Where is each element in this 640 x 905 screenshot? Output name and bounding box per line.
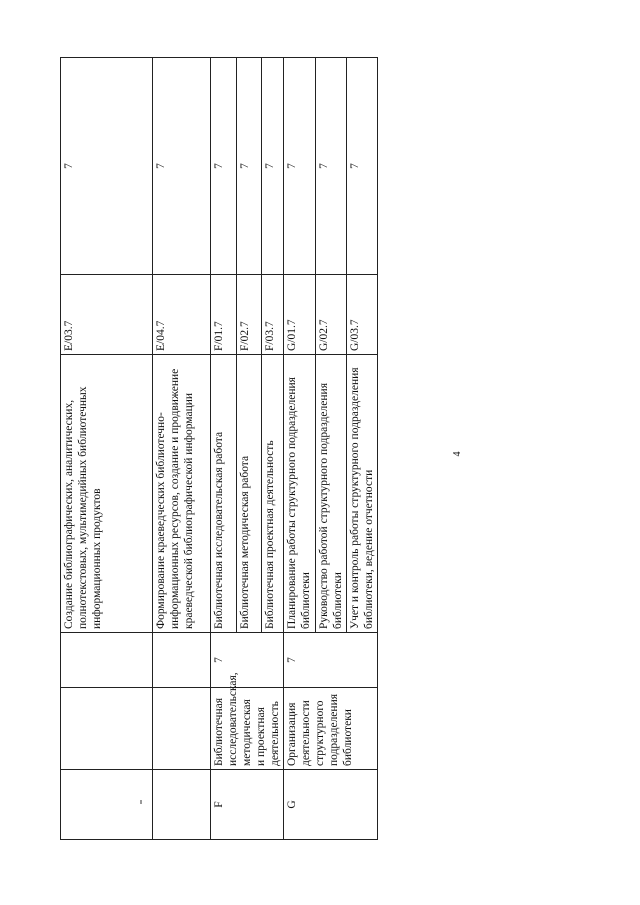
sublevel-cell: 7 xyxy=(61,58,153,275)
level-cell: 7 xyxy=(284,633,378,688)
code-cell: F/03.7 xyxy=(262,275,284,355)
function-cell: Библиотечная методическая работа xyxy=(236,355,262,633)
letter-cell: G xyxy=(284,770,378,840)
function-cell: Учет и контроль работы структурного подразделения библиотеки, ведение отчетности xyxy=(347,355,378,633)
level-cell: 7 xyxy=(211,633,284,688)
name-cell xyxy=(153,688,211,770)
code-cell: G/02.7 xyxy=(316,275,347,355)
code-cell: F/01.7 xyxy=(211,275,237,355)
table-row xyxy=(211,58,237,840)
function-cell: Планирование работы структурного подразделения библиотеки xyxy=(284,355,316,633)
function-cell: Библиотечная исследовательская работа xyxy=(211,355,237,633)
function-cell: Руководство работой структурного подразделения библиотеки xyxy=(316,355,347,633)
name-cell: Организация деятельности структурного подразделения библиотеки xyxy=(284,688,378,770)
name-cell: Библиотечная исследовательская, методическая и проектная деятельность xyxy=(211,688,284,770)
sublevel-cell: 7 xyxy=(284,58,316,275)
function-cell: Формирование краеведческих библиотечно-информационных ресурсов, создание и продвижение краеведческой библиографической информации xyxy=(153,355,211,633)
table-row xyxy=(284,58,316,840)
rotated-table-wrapper xyxy=(60,58,375,840)
table-row xyxy=(61,58,153,840)
code-cell: F/02.7 xyxy=(236,275,262,355)
sublevel-cell: 7 xyxy=(316,58,347,275)
code-cell: G/03.7 xyxy=(347,275,378,355)
scan-artifact xyxy=(140,800,142,804)
page-number: 4 xyxy=(452,451,463,457)
sublevel-cell: 7 xyxy=(236,58,262,275)
functions-table xyxy=(60,57,378,840)
function-cell: Библиотечная проектная деятельность xyxy=(262,355,284,633)
sublevel-cell: 7 xyxy=(211,58,237,275)
sublevel-cell: 7 xyxy=(262,58,284,275)
letter-cell xyxy=(61,770,153,840)
code-cell: E/03.7 xyxy=(61,275,153,355)
sublevel-cell: 7 xyxy=(347,58,378,275)
level-cell xyxy=(61,633,153,688)
sublevel-cell: 7 xyxy=(153,58,211,275)
name-cell xyxy=(61,688,153,770)
code-cell: E/04.7 xyxy=(153,275,211,355)
level-cell xyxy=(153,633,211,688)
function-cell: Создание библиографических, аналитических, полнотекстовых, мультимедийных библиотечных информационных продуктов xyxy=(61,355,153,633)
code-cell: G/01.7 xyxy=(284,275,316,355)
letter-cell: F xyxy=(211,770,284,840)
letter-cell xyxy=(153,770,211,840)
table-row xyxy=(153,58,211,840)
